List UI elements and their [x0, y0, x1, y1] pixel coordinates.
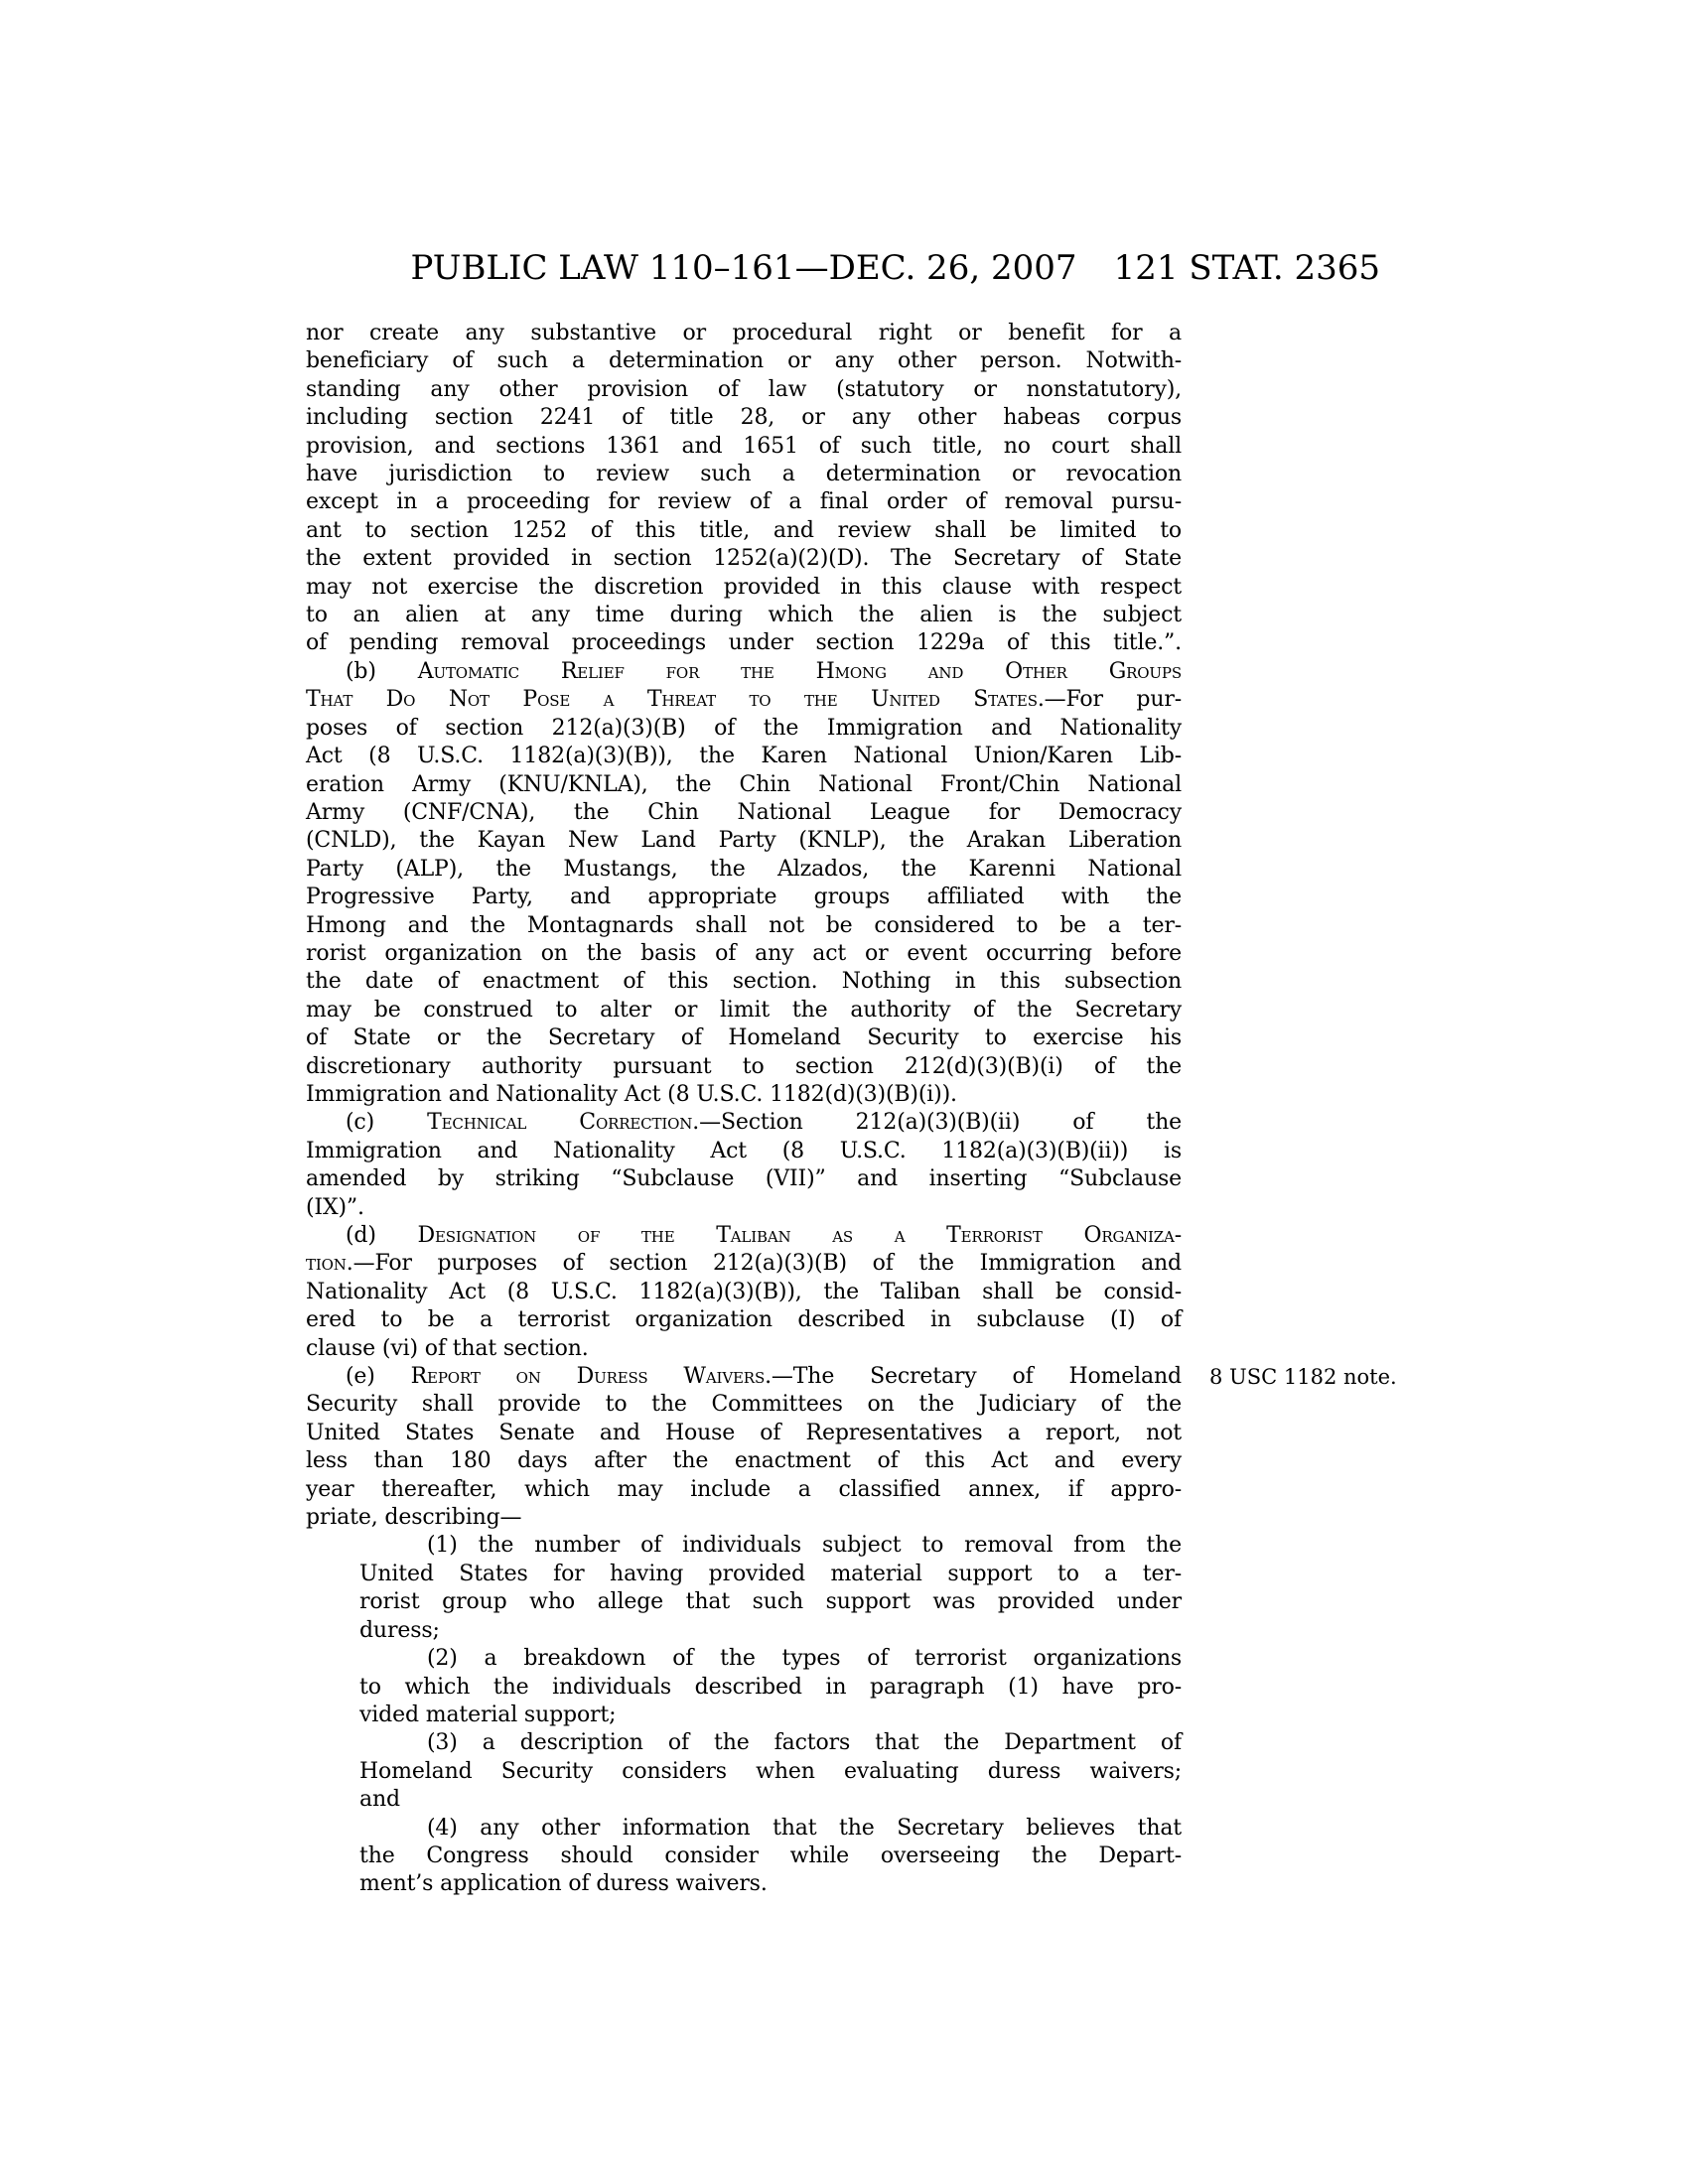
body-text: to an alien at any time during which the alien is the subject: [306, 603, 1182, 628]
body-text: the Congress should consider while overseeing the Depart-: [359, 1843, 1182, 1868]
body-text: Progressive Party, and appropriate groups affiliated with the: [306, 885, 1182, 910]
text-line: [306, 856, 1182, 884]
text-line: [306, 1222, 1182, 1250]
text-line: [306, 771, 1182, 799]
text-line: [359, 1815, 1182, 1843]
body-text: (4) any other information that the Secretary believes that: [427, 1815, 1182, 1841]
paragraph-continuation: [306, 320, 1182, 658]
paragraph-e: [306, 1363, 1182, 1532]
body-text: ment’s application of duress waivers.: [359, 1871, 768, 1897]
body-text: standing any other provision of law (statutory or nonstatutory),: [306, 376, 1182, 402]
text-line: [306, 517, 1182, 545]
body-text: Immigration and Nationality Act (8 U.S.C. 1182(a)(3)(B)(ii)) is: [306, 1138, 1182, 1163]
text-line: [359, 1729, 1182, 1757]
body-text: beneficiary of such a determination or any other person. Notwith-: [306, 348, 1182, 374]
body-text: may be construed to alter or limit the authority of the Secretary: [306, 997, 1182, 1023]
body-text: of pending removal proceedings under section 1229a of this title.”.: [306, 630, 1182, 656]
text-line: [306, 1391, 1182, 1419]
text-line: [359, 1702, 1182, 1729]
small-caps-text: tion.: [306, 1251, 353, 1277]
text-line: [306, 1279, 1182, 1306]
body-text: rorist group who allege that such support was provided under: [359, 1589, 1182, 1615]
body-text: may not exercise the discretion provided in this clause with respect: [306, 574, 1182, 600]
body-text: rorist organization on the basis of any act or event occurring before: [306, 940, 1182, 966]
body-text: Security shall provide to the Committees on the Judiciary of the: [306, 1392, 1182, 1418]
body-text: —For purposes of section 212(a)(3)(B) of the Immigration and: [352, 1251, 1182, 1277]
body-text: have jurisdiction to review such a determination or revocation: [306, 462, 1182, 487]
body-text: year thereafter, which may include a classified annex, if appro-: [306, 1476, 1182, 1502]
text-line: [306, 461, 1182, 488]
body-text: including section 2241 of title 28, or any other habeas corpus: [306, 405, 1182, 431]
document-body: [306, 320, 1182, 1899]
text-line: [306, 686, 1182, 714]
paragraph-b: [306, 658, 1182, 1110]
text-line: [306, 1476, 1182, 1504]
body-text: clause (vi) of that section.: [306, 1335, 589, 1361]
header-law-title: PUBLIC LAW 110–161—DEC. 26, 2007: [410, 248, 1077, 288]
body-text: Army (CNF/CNA), the Chin National League for Democracy: [306, 799, 1182, 825]
header-stat-page: 121 STAT. 2365: [1113, 248, 1380, 288]
text-line: [359, 1758, 1182, 1786]
body-text: eration Army (KNU/KNLA), the Chin National Front/Chin National: [306, 771, 1182, 797]
text-line: [306, 1335, 1182, 1363]
body-text: provision, and sections 1361 and 1651 of such title, no court shall: [306, 433, 1182, 459]
text-line: [359, 1786, 1182, 1814]
text-line: [306, 347, 1182, 375]
body-text: (1) the number of individuals subject to removal from the: [427, 1533, 1182, 1559]
small-caps-text: That Do Not Pose a Threat to the United States.: [306, 687, 1045, 713]
text-line: [306, 433, 1182, 461]
body-text: vided material support;: [359, 1702, 617, 1727]
text-line: [306, 1420, 1182, 1447]
text-line: [306, 1363, 1182, 1391]
body-text: and: [359, 1787, 400, 1813]
text-line: [306, 1447, 1182, 1475]
body-text: United States for having provided material support to a ter-: [359, 1561, 1182, 1586]
body-text: Nationality Act (8 U.S.C. 1182(a)(3)(B)), the Taliban shall be consid-: [306, 1279, 1182, 1304]
body-text: (e): [346, 1364, 411, 1390]
body-text: Immigration and Nationality Act (8 U.S.C. 1182(d)(3)(B)(i)).: [306, 1081, 957, 1107]
text-line: [359, 1674, 1182, 1702]
body-text: of State or the Secretary of Homeland Security to exercise his: [306, 1025, 1182, 1051]
body-text: priate, describing—: [306, 1505, 522, 1531]
text-line: [306, 884, 1182, 911]
text-line: [306, 940, 1182, 968]
body-text: (c): [346, 1110, 428, 1136]
text-line: [306, 376, 1182, 404]
text-line: [306, 1250, 1182, 1278]
item-1: [359, 1532, 1182, 1645]
paragraph-c: [306, 1109, 1182, 1222]
text-line: [306, 1081, 1182, 1109]
body-text: (IX)”.: [306, 1194, 364, 1220]
body-text: (CNLD), the Kayan New Land Party (KNLP), the Arakan Liberation: [306, 828, 1182, 854]
body-text: to which the individuals described in paragraph (1) have pro-: [359, 1674, 1182, 1700]
text-line: [306, 574, 1182, 602]
item-2: [359, 1645, 1182, 1729]
body-text: —The Secretary of Homeland: [771, 1364, 1182, 1390]
body-text: Party (ALP), the Mustangs, the Alzados, the Karenni National: [306, 856, 1182, 882]
text-line: [306, 320, 1182, 347]
item-3: [359, 1729, 1182, 1814]
text-line: [359, 1645, 1182, 1673]
body-text: discretionary authority pursuant to section 212(d)(3)(B)(i) of the: [306, 1053, 1182, 1079]
text-line: [306, 1165, 1182, 1193]
text-line: [306, 715, 1182, 743]
body-text: duress;: [359, 1617, 440, 1643]
small-caps-text: Designation of the Taliban as a Terrorist Organiza-: [417, 1223, 1182, 1248]
body-text: ered to be a terrorist organization described in subclause (I) of: [306, 1307, 1182, 1333]
text-line: [359, 1843, 1182, 1870]
text-line: [306, 912, 1182, 940]
text-line: [306, 1053, 1182, 1081]
item-4: [359, 1815, 1182, 1899]
text-line: [359, 1870, 1182, 1898]
text-line: [306, 827, 1182, 855]
body-text: less than 180 days after the enactment of this Act and every: [306, 1448, 1182, 1474]
small-caps-text: Automatic Relief for the Hmong and Other Groups: [417, 658, 1182, 684]
body-text: United States Senate and House of Representatives a report, not: [306, 1420, 1182, 1445]
body-text: (2) a breakdown of the types of terrorist organizations: [427, 1646, 1182, 1672]
body-text: (d): [346, 1223, 418, 1248]
body-text: Homeland Security considers when evaluating duress waivers;: [359, 1758, 1182, 1784]
text-line: [306, 545, 1182, 573]
small-caps-text: Report on Duress Waivers.: [410, 1364, 772, 1390]
body-text: the extent provided in section 1252(a)(2)(D). The Secretary of State: [306, 546, 1182, 572]
text-line: [306, 1024, 1182, 1052]
body-text: the date of enactment of this section. Nothing in this subsection: [306, 969, 1182, 995]
body-text: amended by striking “Subclause (VII)” and inserting “Subclause: [306, 1166, 1182, 1192]
text-line: [306, 602, 1182, 629]
text-line: [306, 629, 1182, 657]
body-text: —Section 212(a)(3)(B)(ii) of the: [699, 1110, 1182, 1136]
text-line: [306, 1306, 1182, 1334]
margin-note: 8 USC 1182 note.: [1209, 1365, 1397, 1389]
text-line: [306, 799, 1182, 827]
text-line: [306, 658, 1182, 686]
small-caps-text: Technical Correction.: [427, 1110, 700, 1136]
text-line: [306, 997, 1182, 1024]
body-text: except in a proceeding for review of a final order of removal pursu-: [306, 489, 1182, 515]
body-text: (b): [346, 658, 418, 684]
text-line: [306, 743, 1182, 770]
body-text: poses of section 212(a)(3)(B) of the Immigration and Nationality: [306, 715, 1182, 741]
text-line: [306, 1109, 1182, 1137]
text-line: [359, 1617, 1182, 1645]
body-text: Hmong and the Montagnards shall not be considered to be a ter-: [306, 912, 1182, 938]
body-text: ant to section 1252 of this title, and review shall be limited to: [306, 517, 1182, 543]
body-text: Act (8 U.S.C. 1182(a)(3)(B)), the Karen National Union/Karen Lib-: [306, 744, 1182, 769]
text-line: [306, 488, 1182, 516]
text-line: [359, 1532, 1182, 1560]
text-line: [306, 1194, 1182, 1222]
body-text: (3) a description of the factors that the Department of: [427, 1730, 1182, 1756]
text-line: [306, 968, 1182, 996]
text-line: [306, 1504, 1182, 1532]
body-text: —For pur-: [1044, 687, 1182, 713]
text-line: [359, 1561, 1182, 1588]
paragraph-d: [306, 1222, 1182, 1363]
text-line: [359, 1588, 1182, 1616]
body-text: nor create any substantive or procedural right or benefit for a: [306, 321, 1182, 345]
text-line: [306, 1138, 1182, 1165]
text-line: [306, 404, 1182, 432]
